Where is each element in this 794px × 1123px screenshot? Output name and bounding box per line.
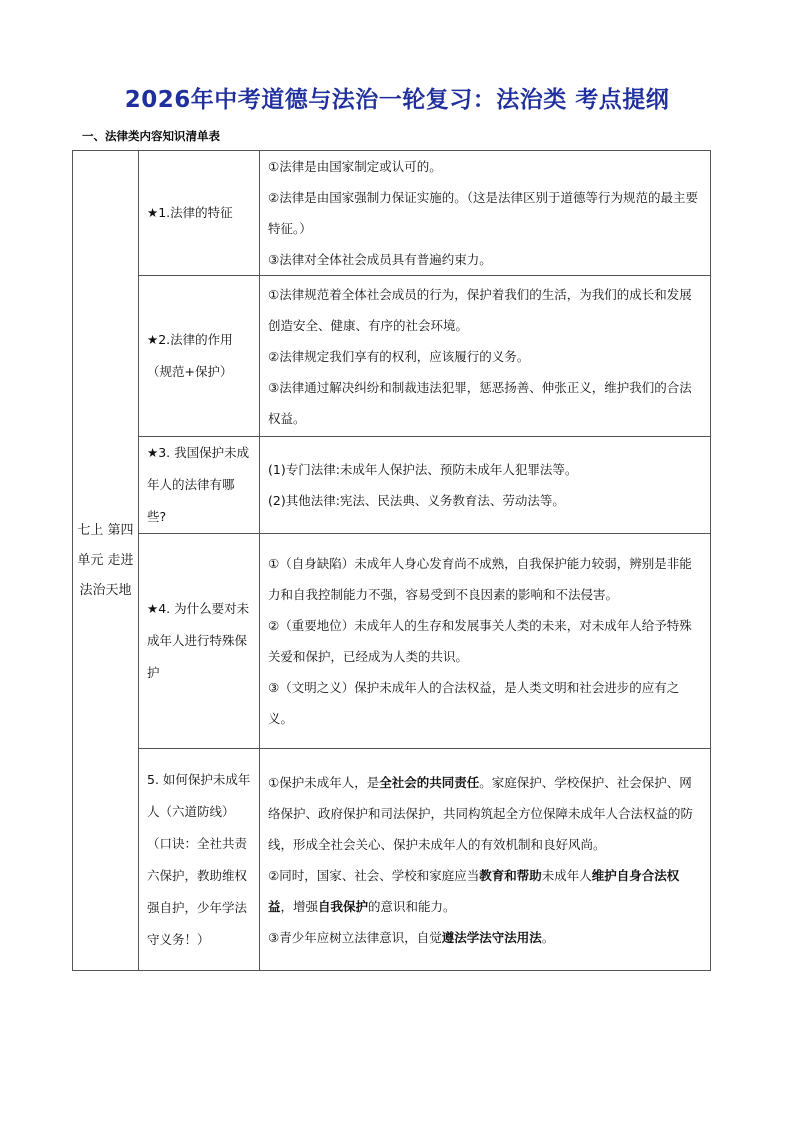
content-point	[268, 922, 704, 953]
topic-label: ★3. 我国保护未成年人的法律有哪些?	[147, 445, 250, 524]
content-point: ③（文明之义）保护未成年人的合法权益，是人类文明和社会进步的应有之义。	[268, 680, 680, 726]
content-point: (1)专门法律:未成年人保护法、预防未成年人犯罪法等。	[268, 462, 578, 477]
content-point: ②法律规定我们享有的权利，应该履行的义务。	[268, 348, 530, 364]
text-run: 的意识和能力。	[368, 898, 456, 914]
content-cell	[260, 276, 711, 437]
content-point: ③法律通过解决纠纷和制裁违法犯罪，惩恶扬善、伸张正义，维护我们的合法权益。	[268, 379, 692, 426]
content-cell	[260, 534, 711, 749]
topic-cell	[139, 749, 260, 971]
topic-cell	[139, 534, 260, 749]
table-row	[73, 151, 711, 276]
topic-label: ★4. 为什么要对未成年人进行特殊保护	[147, 601, 250, 680]
bold-text-run: 自我保护	[318, 898, 369, 914]
text-run: ，增强	[280, 898, 319, 914]
content-cell	[260, 749, 711, 971]
bold-text-run: 全社会的共同责任	[379, 774, 480, 790]
bold-text-run: 维护自身合法权益	[268, 867, 680, 914]
topic-label: ★1.法律的特征	[147, 205, 233, 220]
text-run: 未成年人	[541, 867, 592, 883]
topic-cell	[139, 276, 260, 437]
bold-text-run: 教育和帮助	[479, 867, 542, 883]
content-cell	[260, 437, 711, 534]
text-run: 。家庭保护、学校保护、社会保护、网络保护、政府保护和司法保护，共同构筑起全方位保障未成年人合法权益的防线，形成全社会关心、保护未成年人的有效机制和良好风尚。	[268, 774, 694, 852]
content-point: ①法律是由国家制定或认可的。	[268, 159, 442, 174]
content-point	[268, 767, 704, 860]
text-run: 。	[541, 929, 555, 945]
content-point: ③法律对全体社会成员具有普遍约束力。	[268, 252, 492, 267]
unit-label: 七上 第四单元 走进法治天地	[77, 522, 134, 598]
table-row	[73, 534, 711, 749]
topic-cell	[139, 437, 260, 534]
content-point: ①（自身缺陷）未成年人身心发育尚不成熟，自我保护能力较弱，辨别是非能力和自我控制能力不强，容易受到不良因素的影响和不法侵害。	[268, 556, 692, 602]
unit-cell	[73, 151, 139, 971]
topic-label: 5. 如何保护未成年人（六道防线）（口诀：全社共责六保护，教助维权强自护，少年学法守义务！）	[147, 771, 251, 947]
content-point: ②法律是由国家强制力保证实施的。（这是法律区别于道德等行为规范的最主要特征。）	[268, 190, 698, 236]
content-point: ②（重要地位）未成年人的生存和发展事关人类的未来，对未成年人给予特殊关爱和保护，已经成为人类的共识。	[268, 618, 692, 664]
content-point: (2)其他法律:宪法、民法典、义务教育法、劳动法等。	[268, 493, 565, 508]
text-run: ①保护未成年人，是	[268, 774, 380, 790]
table-row	[73, 276, 711, 437]
section-heading: 一、法律类内容知识清单表	[82, 129, 220, 143]
page-title: 2026年中考道德与法治一轮复习：法治类 考点提纲	[124, 87, 670, 113]
knowledge-table	[72, 150, 711, 971]
topic-label: ★2.法律的作用（规范+保护）	[147, 332, 233, 379]
topic-cell	[139, 151, 260, 276]
content-point: ①法律规范着全体社会成员的行为，保护着我们的生活，为我们的成长和发展创造安全、健康、有序的社会环境。	[268, 286, 692, 333]
bold-text-run: 遵法学法守法用法	[441, 929, 542, 945]
table-row	[73, 749, 711, 971]
text-run: ②同时，国家、社会、学校和家庭应当	[268, 867, 480, 883]
text-run: ③青少年应树立法律意识，自觉	[268, 929, 442, 945]
table-row	[73, 437, 711, 534]
content-cell	[260, 151, 711, 276]
content-point	[268, 860, 704, 922]
